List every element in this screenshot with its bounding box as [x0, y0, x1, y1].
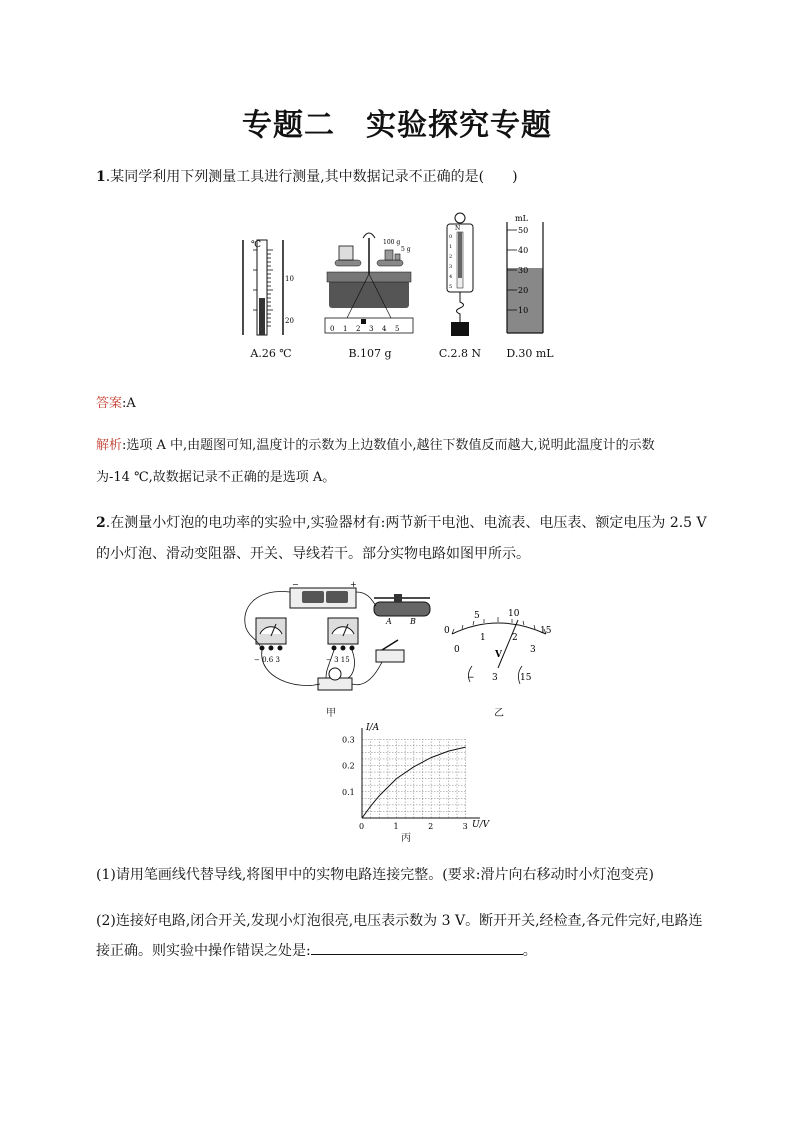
cylinder-tick: 30 [518, 266, 529, 275]
ruler-tick: 4 [382, 325, 387, 333]
cylinder-tick: 10 [518, 306, 529, 315]
option-b: B.107 g [348, 347, 392, 360]
answer-value: :A [122, 396, 136, 411]
ruler-tick: 3 [369, 325, 374, 333]
thermometer-figure [243, 240, 294, 335]
rheostat-a: A [386, 617, 392, 626]
battery-minus: − [292, 580, 299, 589]
dial-outer-tick: 0 [444, 626, 450, 636]
ruler-tick: 2 [356, 325, 361, 333]
battery-plus: + [350, 580, 357, 589]
option-c: C.2.8 N [438, 347, 482, 360]
spring-scale-unit: N [455, 225, 461, 232]
figure-jia-label: 甲 [326, 708, 336, 719]
thermometer-tick-label: 10 [285, 275, 294, 283]
dial-inner-tick: 1 [480, 633, 486, 643]
question-1 [96, 166, 518, 186]
sub-question-1: (1)请用笔画线代替导线,将图甲中的实物电路连接完整。(要求:滑片向右移动时小灯泡变亮) [96, 867, 654, 883]
x-axis-label: U/V [472, 820, 490, 830]
dial-outer-tick: 5 [474, 611, 480, 621]
dial-outer-tick: 15 [540, 626, 552, 636]
spring-tick: 3 [449, 264, 453, 270]
ruler-tick: 1 [343, 325, 348, 333]
dial-symbol: V [495, 650, 502, 660]
analysis-label: 解析 [96, 438, 123, 453]
dial-inner-tick: 3 [530, 645, 536, 655]
dial-terminal: − [467, 673, 475, 683]
circuit-figure [236, 578, 432, 700]
iu-chart [336, 722, 490, 831]
x-tick-label: 2 [428, 822, 434, 831]
figure-bing-label: 丙 [401, 833, 411, 844]
sub-question-end: 。 [522, 943, 537, 959]
spring-scale-figure [447, 213, 473, 336]
thermometer-unit: ℃ [251, 240, 262, 250]
weight-label: 100 g [383, 239, 401, 246]
cylinder-tick: 40 [518, 246, 529, 255]
rheostat-b: B [410, 617, 416, 626]
analysis-1-line1 [96, 434, 655, 453]
y-tick-label: 0.2 [342, 761, 355, 771]
ruler-tick: 5 [395, 325, 400, 333]
ruler-tick: 0 [330, 325, 335, 333]
dial-outer-tick: 10 [508, 609, 520, 619]
answer-label: 答案 [96, 396, 123, 411]
spring-tick: 0 [449, 234, 453, 240]
thermometer-tick-label: 20 [285, 317, 294, 325]
x-tick-label: 1 [393, 822, 399, 831]
question-text: .某同学利用下列测量工具进行测量,其中数据记录不正确的是( ) [105, 169, 518, 185]
figure-yi-label: 乙 [494, 708, 504, 719]
cylinder-tick: 20 [518, 286, 529, 295]
sub-question-text: 接正确。则实验中操作错误之处是: [96, 943, 311, 959]
cylinder-unit: mL [515, 214, 528, 223]
voltmeter-terminals: − 3 15 [326, 656, 350, 664]
y-tick-label: 0.1 [342, 787, 355, 797]
question-number: 1 [96, 169, 106, 185]
question-number: 2 [96, 515, 106, 531]
option-d: D.30 mL [506, 347, 554, 360]
spring-tick: 5 [449, 284, 453, 290]
dial-inner-tick: 0 [454, 645, 460, 655]
sub-question-2-line1: (2)连接好电路,闭合开关,发现小灯泡很亮,电压表示数为 3 V。断开开关,经检查,各元件完好,电路连 [96, 913, 703, 929]
answer-1 [96, 392, 136, 411]
analysis-text: :选项 A 中,由题图可知,温度计的示数为上边数值小,越往下数值反而越大,说明此温度计的示数 [122, 438, 655, 453]
question-2-line1 [96, 512, 707, 532]
option-a: A.26 ℃ [250, 347, 292, 360]
dial-terminal: 3 [492, 673, 498, 683]
x-tick-label: 3 [462, 822, 468, 831]
q1-figure [235, 210, 565, 340]
graduated-cylinder-figure [507, 214, 543, 333]
balance-figure [325, 233, 413, 333]
question-text: .在测量小灯泡的电功率的实验中,实验器材有:两节新干电池、电流表、电压表、额定电压为 2.5 V [105, 515, 707, 531]
page-title: 专题二 实验探究专题 [242, 108, 552, 143]
ammeter-terminals: − 0.6 3 [254, 656, 280, 664]
dial-inner-tick: 2 [512, 633, 518, 643]
analysis-1-line2: 为-14 ℃,故数据记录不正确的是选项 A。 [96, 470, 336, 485]
spring-tick: 1 [449, 244, 453, 250]
y-axis-label: I/A [366, 723, 380, 733]
spring-tick: 4 [449, 274, 453, 280]
question-2-line2: 的小灯泡、滑动变阻器、开关、导线若干。部分实物电路如图甲所示。 [96, 546, 530, 562]
cylinder-tick: 50 [518, 226, 529, 235]
dial-terminal: 15 [520, 673, 532, 683]
voltmeter-dial-figure [440, 604, 560, 694]
y-tick-label: 0.3 [342, 735, 355, 745]
answer-blank[interactable] [311, 941, 523, 955]
sub-question-2-line2 [96, 940, 537, 960]
x-tick-label: 0 [359, 822, 365, 831]
weight-small-label: 5 g [401, 246, 411, 253]
spring-tick: 2 [449, 254, 453, 260]
